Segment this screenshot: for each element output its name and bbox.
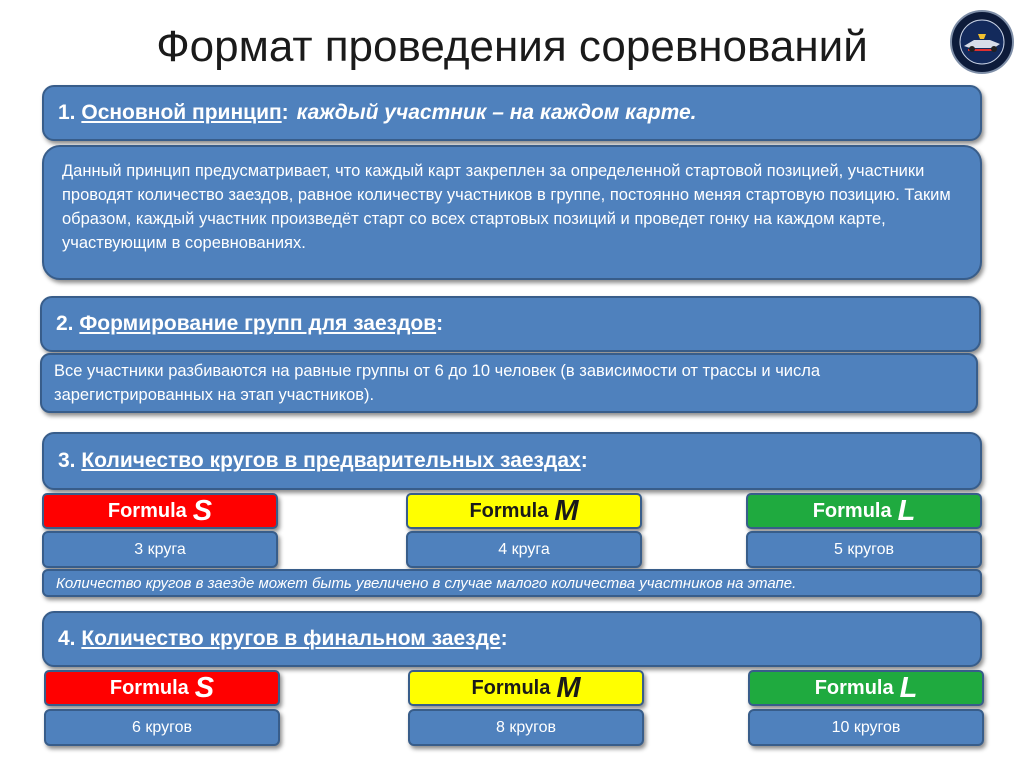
formula-label: Formula [812,499,892,522]
section2-body [40,353,978,413]
karting-league-logo-icon [950,10,1014,74]
section4-header [42,611,982,667]
formula-letter: S [194,671,215,704]
section2-colon: : [436,312,444,335]
section1-number: 1. [58,101,76,124]
section4-formula-m-badge [408,670,644,706]
section4-heading: Количество кругов в финальном заезде [81,627,501,650]
section3-note [42,569,982,597]
formula-letter: M [554,494,579,527]
section1-colon: : [281,101,289,124]
section2-heading: Формирование групп для заездов [79,312,437,335]
section4-laps-s: 6 кругов [44,709,280,746]
section2-text: Все участники разбиваются на равные группы от 6 до 10 человек (в зависимости от трассы и числа зарегистрированных на этап участников). [54,362,821,404]
formula-label: Formula [107,499,187,522]
formula-letter: L [897,494,916,527]
section3-formula-s-badge [42,493,278,529]
section1-subtitle: каждый участник – на каждом карте. [296,101,697,124]
section2-number: 2. [56,312,74,335]
section3-heading: Количество кругов в предварительных заездах [81,449,581,472]
section3-laps-m: 4 круга [406,531,642,568]
section2-header [40,296,981,352]
section3-note-text: Количество кругов в заезде может быть увеличено в случае малого количества участников на этапе. [56,574,797,592]
section3-number: 3. [58,449,76,472]
section4-number: 4. [58,627,76,650]
section3-formula-m-badge [406,493,642,529]
section3-formula-l-badge [746,493,982,529]
section3-laps-l: 5 кругов [746,531,982,568]
section1-heading: Основной принцип [81,101,282,124]
formula-letter: L [899,671,918,704]
section3-colon: : [580,449,588,472]
section1-body [42,145,982,280]
section4-laps-l: 10 кругов [748,709,984,746]
formula-label: Formula [469,499,549,522]
section1-text: Данный принцип предусматривает, что каждый карт закреплен за определенной стартовой позицией, участники проводят количество заездов, равное количеству участников в группе, постоянно меняя стартовую позицию. Таким образом, каждый участник произведёт старт со всех стартовых позиций и проведет гонку на каждом карте, участвующим в соревнованиях. [62,162,951,252]
section4-formula-s-badge [44,670,280,706]
formula-letter: M [556,671,581,704]
formula-label: Formula [471,676,551,699]
section4-laps-m: 8 кругов [408,709,644,746]
section4-colon: : [500,627,508,650]
section3-header [42,432,982,490]
formula-label: Formula [814,676,894,699]
formula-letter: S [192,494,213,527]
page-title: Формат проведения соревнований [156,22,868,71]
formula-label: Formula [109,676,189,699]
section3-laps-s: 3 круга [42,531,278,568]
section1-header [42,85,982,141]
section4-formula-l-badge [748,670,984,706]
